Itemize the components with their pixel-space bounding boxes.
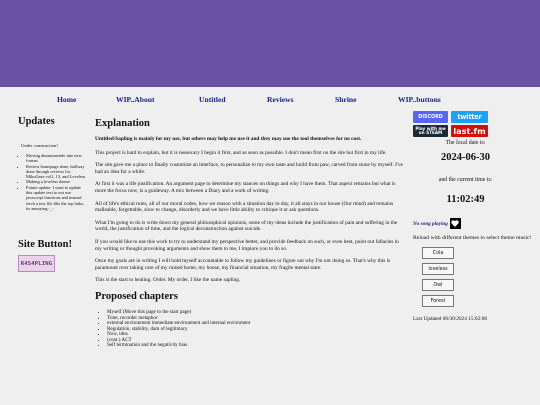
explanation-heading: Explanation — [95, 118, 150, 129]
twitter-badge[interactable]: twitter — [451, 111, 488, 123]
nav-untitled-link[interactable]: Untitled — [199, 95, 226, 104]
chapter-item: • external environment immediate environment and internal enviroment — [107, 321, 405, 327]
body-paragraph: This project is hard to explain, but it is nessecary I begin it first, and as soon as possible. I don't mean first on the site but first in my life. — [95, 149, 387, 156]
main-content — [95, 118, 405, 349]
local-date: 2024-06-30 — [441, 152, 490, 163]
body-paragraph: If you would like to use this work to try to understand my perspective better, and provide feedback on such, or even best, point out fallacies in my writing or thought provoking arguments and show them to me, I implore you to do so. — [95, 238, 399, 252]
construction-notice: Under construction! — [21, 143, 58, 148]
update-item: • Moving dimminuendo into new format — [26, 153, 86, 164]
lastfm-badge[interactable]: last.fm — [451, 125, 488, 137]
theme-owl-button[interactable]: Owl — [422, 279, 454, 291]
lead-paragraph: Untitled/Sapling is mainly for my use, but others may help me use it and they may use the tool themselves for no cost. — [95, 136, 362, 142]
chapter-item: • Myself (Move this page to the start page) — [107, 310, 405, 316]
update-item: • Future update: I want to update this update text to not use javascript functions and instead fetch a text file like the top links, its annoying -_- — [26, 185, 86, 211]
site-button-label: R4S4PLING — [20, 260, 53, 267]
body-paragraph: All of life's ethical rules, all of our moral codes, how we reason with a situation day to day, it all stays in our house (Our mind) and remains malleable, forgettable, slow to change, disorderly and we have little ability to critique it or ask questions. — [95, 200, 394, 214]
nav-home-link[interactable]: Home — [57, 95, 77, 104]
heart-icon[interactable] — [450, 218, 461, 229]
body-paragraph: The site gave me a place to finally customize an interface, to personalize to my own taste and build from paw, carved from stone by myself. I've had an idea for a while. — [95, 162, 403, 175]
body-paragraph: What I'm going to do is write down my general philosophical opinions, some of my ideas include the justification of pain and suffering in the world, the justification of time, and the logical deconstruction against suicide. — [95, 219, 398, 233]
social-badges — [413, 111, 491, 137]
now-playing — [413, 218, 535, 229]
chapter-item: • (cont.) ACT — [107, 338, 405, 344]
body-paragraph: At first it was a life justification. An argument page to determine my stances on things and why I have them. That aspect remains but what is more the focus now, is a guideway. A mix between a Diary and a work of writing. — [95, 181, 396, 194]
chapters-heading: Proposed chapters — [95, 290, 178, 302]
updates-list — [18, 153, 86, 211]
theme-buttons — [422, 247, 535, 307]
chapter-item: • Self termination and the negativity bias — [107, 343, 405, 349]
theme-loveless-button[interactable]: loveless — [422, 263, 454, 275]
top-nav — [0, 95, 540, 109]
nav-reviews-link[interactable]: Reviews — [267, 95, 294, 104]
chapter-item: • Now, idea — [107, 332, 405, 338]
site-button-image[interactable] — [18, 255, 55, 272]
steam-badge[interactable]: Play with me on STEAM — [413, 125, 448, 137]
update-item: • Review homepage done, halfway done through reviews for MikuGaze vol1, 13, and Loveless — [26, 164, 86, 180]
theme-forest-button[interactable]: Forest — [422, 295, 454, 307]
current-time-label: and the current time is: — [438, 177, 493, 183]
current-time: 11:02:49 — [446, 194, 485, 205]
discord-badge[interactable]: DISCORD — [413, 111, 448, 123]
site-button-heading: Site Button! — [18, 239, 72, 251]
updates-heading: Updates — [18, 116, 55, 127]
chapter-item: • Regulation, stability, dam of legitimacy — [107, 327, 405, 333]
body-paragraph: Once my goals are in writing I will hold myself accountable to follow my guidelines or figure out why I'm not doing so. That's why this is paramount over taking care of my ruined home, my house, my financial situation, my fragile mental state. — [95, 258, 391, 271]
header-banner — [0, 0, 540, 87]
nav-buttons-link[interactable]: WIP..buttons — [398, 95, 441, 104]
right-sidebar — [413, 111, 535, 322]
no-song-text: No song playing — [413, 220, 448, 227]
nav-about-link[interactable]: WIP..About — [116, 95, 155, 104]
left-sidebar — [18, 116, 86, 272]
update-item: • Making a loveless theme — [26, 179, 86, 184]
local-date-label: The local date is: — [445, 140, 486, 146]
body-paragraph: This is the start to healing. Order. My order. I like the name sapling. — [95, 277, 241, 284]
chapters-list — [95, 310, 405, 349]
chapter-item: • Time, recorder metaphor — [107, 316, 405, 322]
last-updated: Last Updated 06/30/2024 15:02:08 — [413, 316, 488, 322]
theme-reload-note: Reload with different themes to select theme music! — [413, 235, 532, 241]
theme-cola-button[interactable]: Cola — [422, 247, 454, 259]
nav-shrine-link[interactable]: Shrine — [335, 95, 357, 104]
